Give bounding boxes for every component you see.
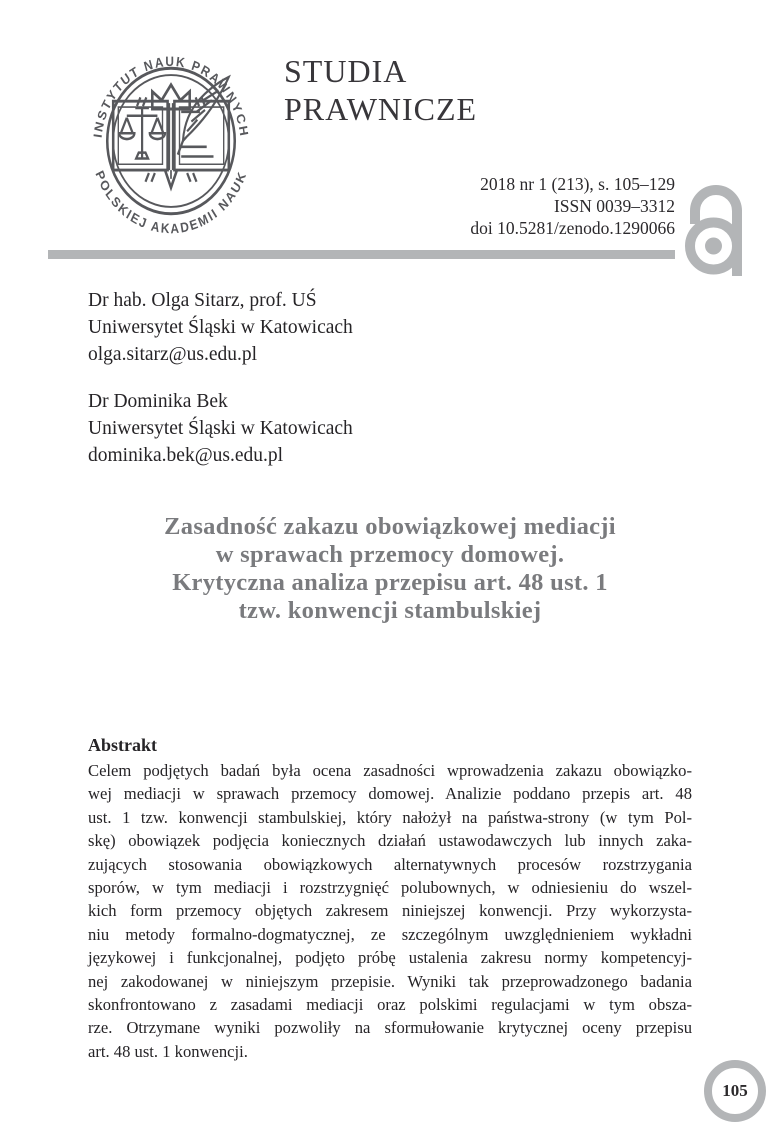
author-2-email: dominika.bek@us.edu.pl [88,445,284,466]
journal-name [284,52,477,128]
author-2-name: Dr Dominika Bek [88,391,228,412]
abstract-line: skonfrontowano z zasadami mediacji oraz polskimi regulacjami w tym obsza- [88,995,692,1015]
issue-line: 2018 nr 1 (213), s. 105–129 [480,174,675,194]
journal-name-line1: STUDIA [284,53,408,89]
abstract-line: wej mediacji w sprawach przemocy domowej. Analizie poddano przepis art. 48 [88,784,692,804]
seal-ring-icon [107,68,235,214]
abstract-line: nej zakodowanej w niniejszym przepisie. Wyniki tak przeprowadzonego badania [88,971,692,991]
author-1-affiliation: Uniwersytet Śląski w Katowicach [88,317,353,338]
article-title-line4: tzw. konwencji stambulskiej [238,597,542,624]
abstract-line: zujących stosowania obowiązkowych alternatywnych procesów rozstrzygania [88,854,692,874]
abstract-line: kich form przemocy objętych zakresem niniejszej konwencji. Przy wykorzysta- [88,901,692,921]
author-1-email: olga.sitarz@us.edu.pl [88,344,258,365]
scales-of-justice-icon [119,108,165,158]
pen-nib-icon [165,170,177,187]
abstract-line: językowej i funkcjonalnej, podjęto próbę ustalenia zakresu normy kompetencyj- [88,948,692,968]
abstract-line: ust. 1 tzw. konwencji stambulskiej, który nałożył na państwa-strony (w tym Pol- [88,807,692,827]
article-title-line3: Krytyczna analiza przepisu art. 48 ust. 1 [172,569,608,596]
abstract-line: skę) obowiązek podjęcia koniecznych działań ustawodawczych lub innych zaka- [88,831,692,851]
author-1-name: Dr hab. Olga Sitarz, prof. UŚ [88,290,317,311]
issn-line: ISSN 0039–3312 [553,195,675,216]
open-access-icon [684,182,748,276]
abstract-line: sporów, w tym mediacji i rozstrzygnięć polubownych, w odniesieniu do wszel- [88,878,692,898]
doi-line: doi 10.5281/zenodo.1290066 [470,217,675,238]
page-number: 105 [722,1081,748,1100]
article-title-line2: w sprawach przemocy domowej. [215,541,565,568]
abstract-line: niu metody formalno-dogmatycznej, ze szczególnym uwzględnieniem wykładni [88,924,692,944]
page-number-badge [704,1060,766,1122]
abstract-heading: Abstrakt [88,735,158,755]
crown-icon [152,85,189,109]
seal-arc-top-text: INSTYTUT NAUK PRAWNYCH [90,53,252,139]
authors-block [88,287,353,469]
article-title [88,513,692,625]
seal-svg [86,44,256,238]
abstract-section [88,733,692,1063]
author-1 [88,287,353,368]
text-lines-icon [181,112,213,157]
author-2 [88,388,353,469]
abstract-line: Celem podjętych badań była ocena zasadności wprowadzenia zakazu obowiązko- [88,761,692,780]
article-title-line1: Zasadność zakazu obowiązkowej mediacji [164,513,616,540]
abstract-line: rze. Otrzymane wyniki pozwoliły na sformułowanie krytycznej oceny przepisu [88,1018,692,1038]
open-book-icon [113,101,229,170]
abstract-line: art. 48 ust. 1 konwencji. [88,1041,248,1061]
open-access-svg [684,182,748,276]
seal-arc-bottom-text: POLSKIEJ AKADEMII NAUK [92,168,250,237]
divider-rule [48,250,675,259]
publication-info [470,174,675,239]
author-2-affiliation: Uniwersytet Śląski w Katowicach [88,418,353,439]
journal-name-line2: PRAWNICZE [284,91,478,127]
institute-seal-logo [86,44,256,238]
